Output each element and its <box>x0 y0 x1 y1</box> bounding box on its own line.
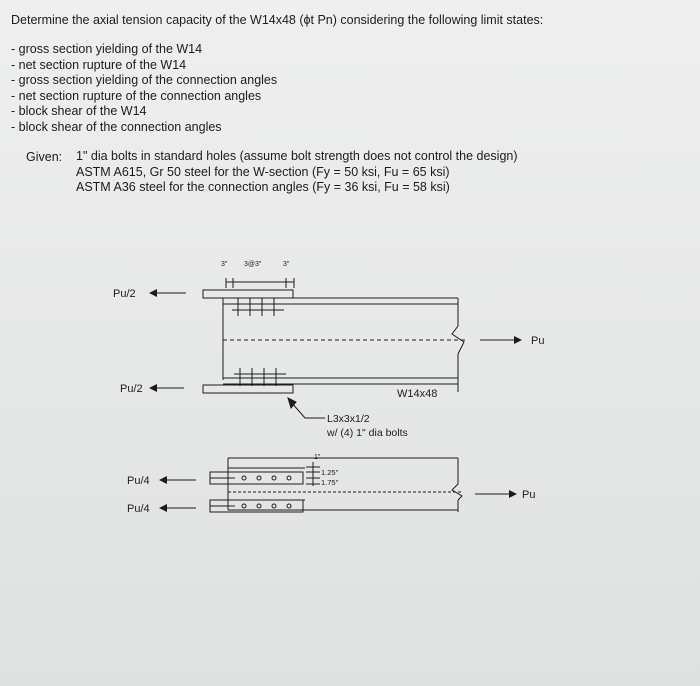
given-line: ASTM A615, Gr 50 steel for the W-section (Fy = 50 ksi, Fu = 65 ksi) <box>76 164 450 179</box>
spacing-edge-right: 3" <box>283 261 290 268</box>
load-label-top: Pu/2 <box>113 288 136 300</box>
limit-state-item: - block shear of the connection angles <box>11 119 222 134</box>
question-text: Determine the axial tension capacity of the W14x48 (ϕt Pn) considering the following limit states: <box>11 13 544 27</box>
load-label-bottom: Pu/2 <box>120 383 143 395</box>
top-angle <box>203 290 293 298</box>
bottom-angle <box>203 385 293 393</box>
given-line: ASTM A36 steel for the connection angles (Fy = 36 ksi, Fu = 58 ksi) <box>76 180 450 194</box>
plan-load-label-right: Pu <box>522 489 536 501</box>
bolt-spacing-dimension <box>226 278 294 288</box>
top-bolt-row <box>232 298 284 316</box>
limit-state-item: - net section rupture of the connection angles <box>11 88 262 103</box>
load-label-right: Pu <box>531 335 545 347</box>
plan-dim-top: 1" <box>314 454 321 461</box>
plan-top-bolts <box>242 476 291 480</box>
given-line: 1" dia bolts in standard holes (assume bolt strength does not control the design) <box>76 149 518 163</box>
angle-label: L3x3x1/2 <box>327 413 370 425</box>
plan-dim-gage1: 1.25" <box>321 468 339 477</box>
limit-state-item: - gross section yielding of the connection angles <box>11 73 278 87</box>
plan-bottom-bolts <box>242 504 291 508</box>
plan-load-label-bottom: Pu/4 <box>127 503 150 515</box>
plan-dim-gage2: 1.75" <box>321 478 339 487</box>
elevation-view <box>150 278 521 418</box>
spacing-middle: 3@3" <box>244 261 262 268</box>
limit-state-item: - block shear of the W14 <box>11 104 147 118</box>
limit-state-item: - net section rupture of the W14 <box>11 57 187 72</box>
angle-bolt-label: w/ (4) 1" dia bolts <box>327 427 408 439</box>
member-label: W14x48 <box>397 388 438 400</box>
plan-load-label-top: Pu/4 <box>127 475 150 487</box>
spacing-edge-left: 3" <box>221 261 228 268</box>
limit-state-item: - gross section yielding of the W14 <box>11 42 203 56</box>
angle-leader <box>291 402 325 418</box>
bottom-bolt-row <box>234 368 286 386</box>
given-label: Given: <box>26 150 63 164</box>
gage-dimension <box>306 462 320 486</box>
